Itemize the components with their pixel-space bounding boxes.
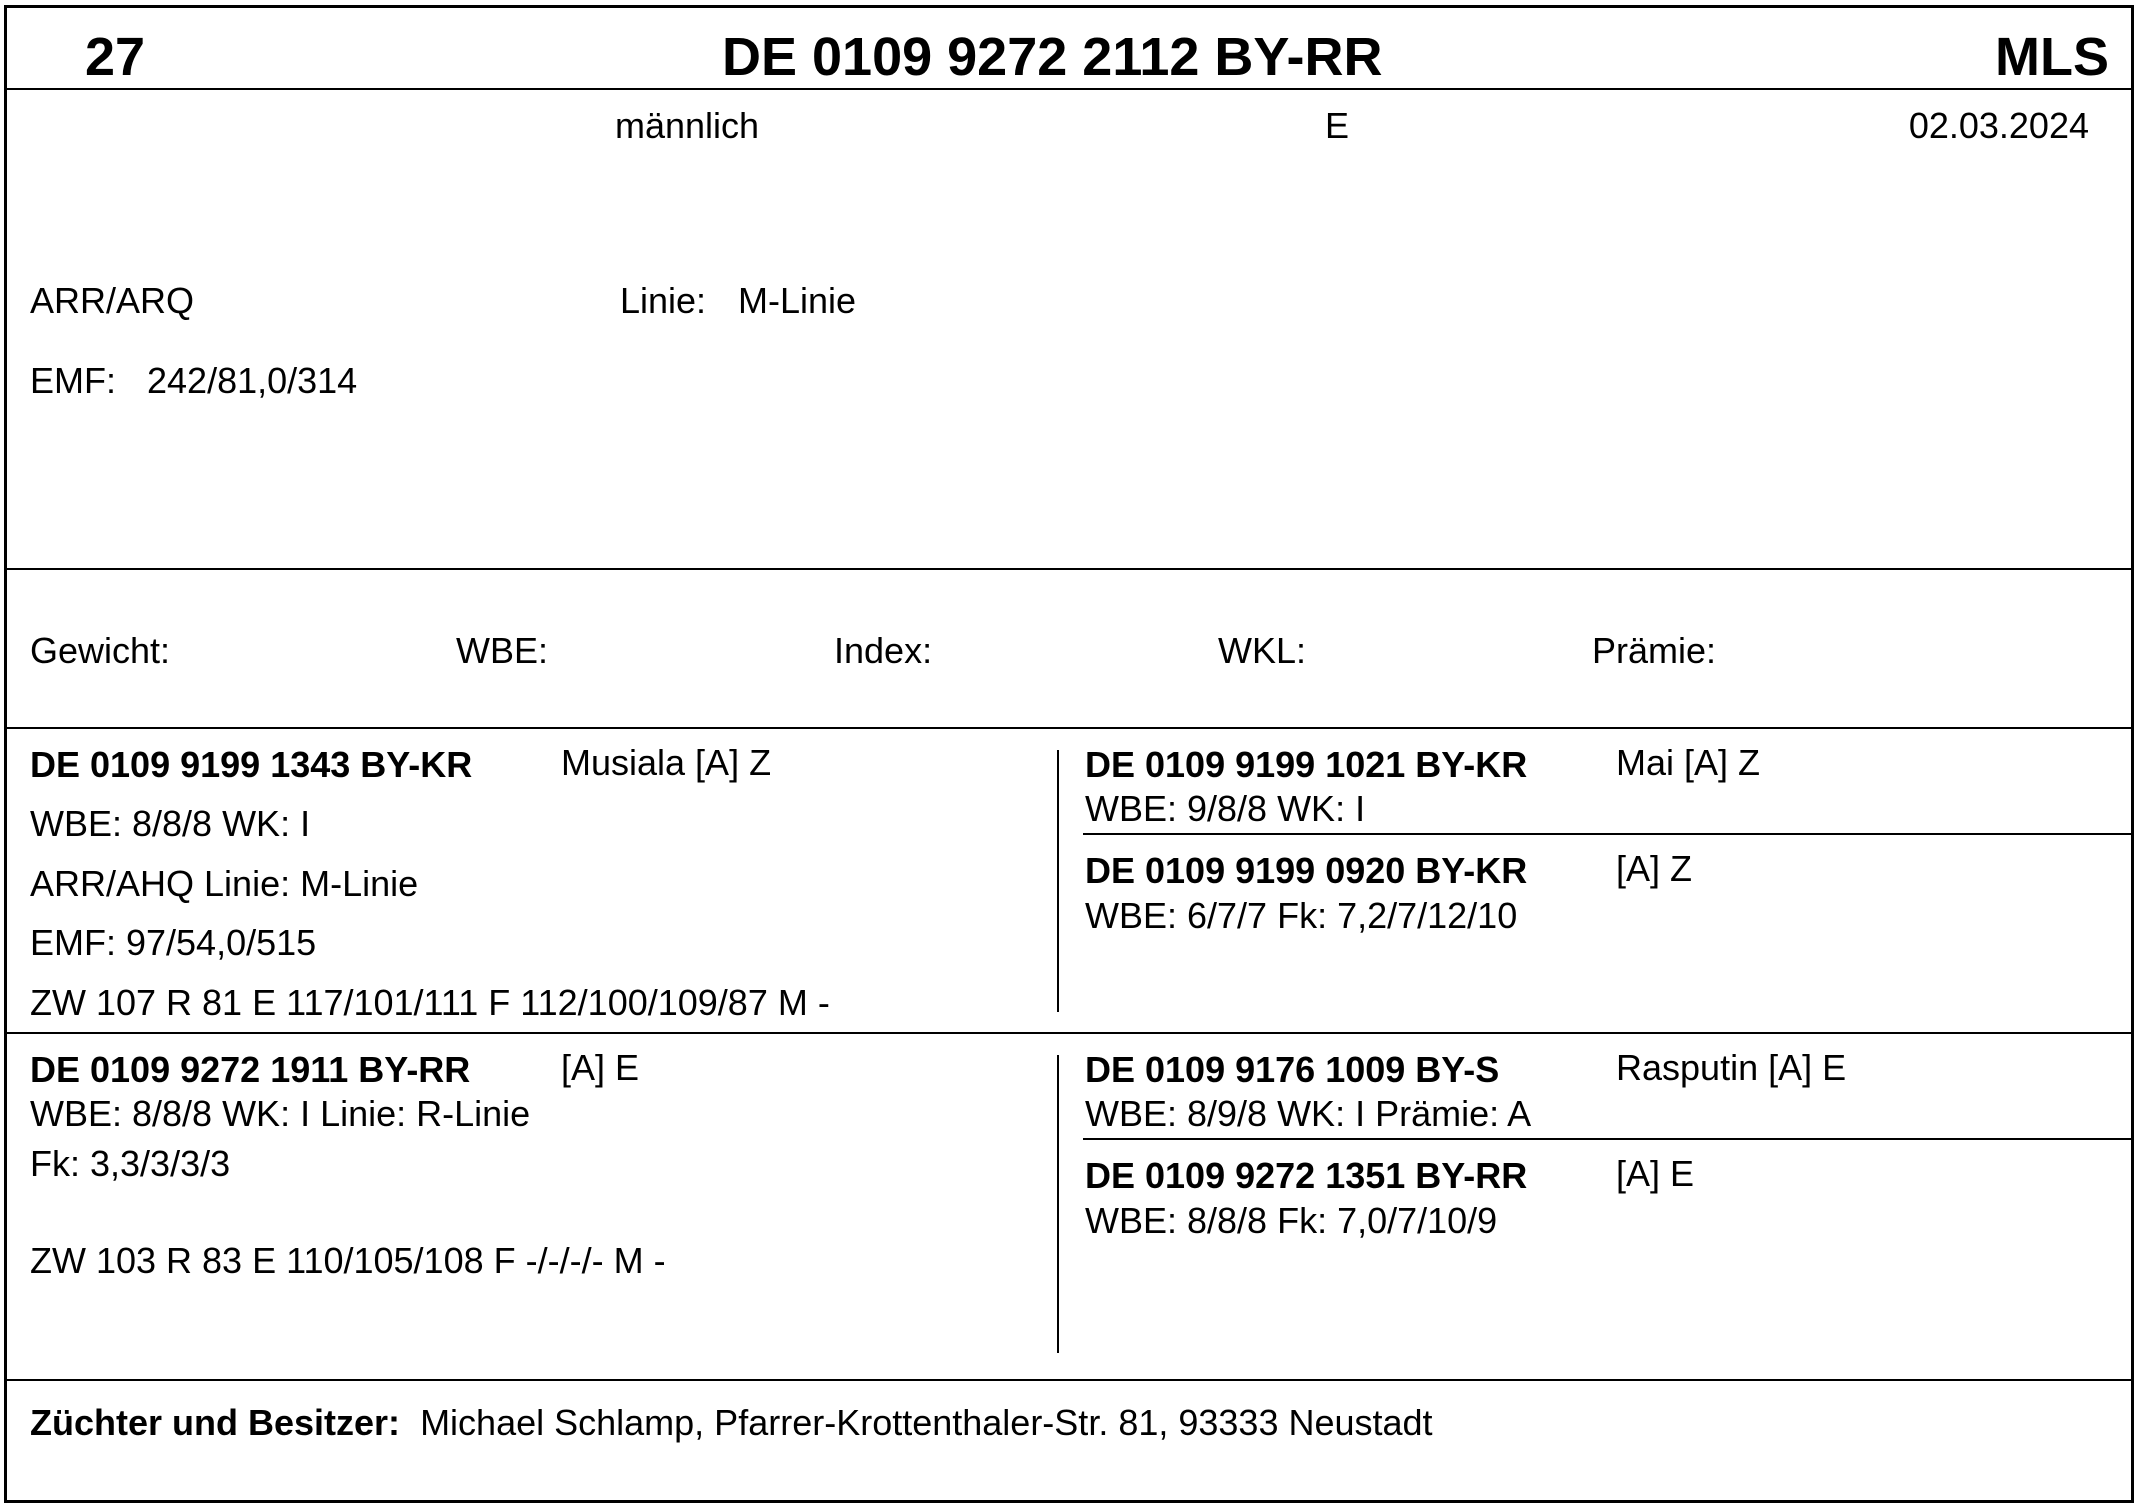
sire-name: Musiala [A] Z (561, 742, 772, 783)
sire-emf: EMF: 97/54,0/515 (30, 922, 317, 963)
pedigree-card (4, 5, 2134, 1503)
sire-dam-name: [A] Z (1616, 848, 1693, 889)
dam-sire-wbe: WBE: 8/9/8 WK: I Prämie: A (1085, 1093, 1532, 1134)
sire-sire-name: Mai [A] Z (1616, 742, 1761, 783)
breeder-owner-value: Michael Schlamp, Pfarrer-Krottenthaler-Str. 81, 93333 Neustadt (420, 1402, 1433, 1443)
dam-dam-ring: DE 0109 9272 1351 BY-RR (1085, 1155, 1528, 1196)
dam-sire-name: Rasputin [A] E (1616, 1047, 1847, 1088)
sex-value: männlich (615, 105, 760, 146)
emf-value: 242/81,0/314 (147, 360, 358, 401)
sire-column-divider (1057, 750, 1059, 1012)
emf-label: EMF: (30, 360, 116, 401)
line-label: Linie: (620, 280, 707, 321)
weight-label: Gewicht: (30, 630, 171, 671)
catalog-number: 27 (85, 27, 146, 87)
breeder-owner (30, 1402, 1433, 1444)
class-letter: E (1325, 105, 1350, 146)
sire-ring: DE 0109 9199 1343 BY-KR (30, 744, 473, 785)
dam-dam-wbe: WBE: 8/8/8 Fk: 7,0/7/10/9 (1085, 1200, 1498, 1241)
sire-dam-ring: DE 0109 9199 0920 BY-KR (1085, 850, 1528, 891)
line-value: M-Linie (738, 280, 857, 321)
wkl-label: WKL: (1218, 630, 1307, 671)
dam-column-divider (1057, 1055, 1059, 1353)
dam-name: [A] E (561, 1047, 640, 1088)
dam-ring: DE 0109 9272 1911 BY-RR (30, 1049, 471, 1090)
dam-fk: Fk: 3,3/3/3/3 (30, 1143, 231, 1184)
footer-divider (7, 1379, 2131, 1381)
info-divider (7, 568, 2131, 570)
birth-date: 02.03.2024 (1908, 105, 2089, 146)
ring-number: DE 0109 9272 2112 BY-RR (722, 27, 1383, 87)
dam-breeding-values: ZW 103 R 83 E 110/105/108 F -/-/-/- M - (30, 1240, 666, 1281)
genotype: ARR/ARQ (30, 280, 195, 321)
breed-code: MLS (1995, 27, 2109, 87)
sire-dam-divider (7, 1032, 2131, 1034)
sire-sire-wbe: WBE: 9/8/8 WK: I (1085, 788, 1366, 829)
sire-ancestors-divider (1083, 833, 2131, 835)
breeder-owner-label: Züchter und Besitzer: (30, 1402, 401, 1443)
dam-wbe: WBE: 8/8/8 WK: I Linie: R-Linie (30, 1093, 531, 1134)
sire-sire-ring: DE 0109 9199 1021 BY-KR (1085, 744, 1528, 785)
dam-sire-ring: DE 0109 9176 1009 BY-S (1085, 1049, 1500, 1090)
sire-breeding-values: ZW 107 R 81 E 117/101/111 F 112/100/109/87 M - (30, 982, 830, 1023)
header-divider (7, 88, 2131, 90)
wbe-label: WBE: (456, 630, 549, 671)
praemie-label: Prämie: (1592, 630, 1717, 671)
dam-ancestors-divider (1083, 1138, 2131, 1140)
index-label: Index: (834, 630, 933, 671)
dam-dam-name: [A] E (1616, 1153, 1695, 1194)
fields-divider (7, 727, 2131, 729)
sire-wbe: WBE: 8/8/8 WK: I (30, 803, 311, 844)
sire-genotype-line: ARR/AHQ Linie: M-Linie (30, 863, 419, 904)
sire-dam-wbe: WBE: 6/7/7 Fk: 7,2/7/12/10 (1085, 895, 1518, 936)
